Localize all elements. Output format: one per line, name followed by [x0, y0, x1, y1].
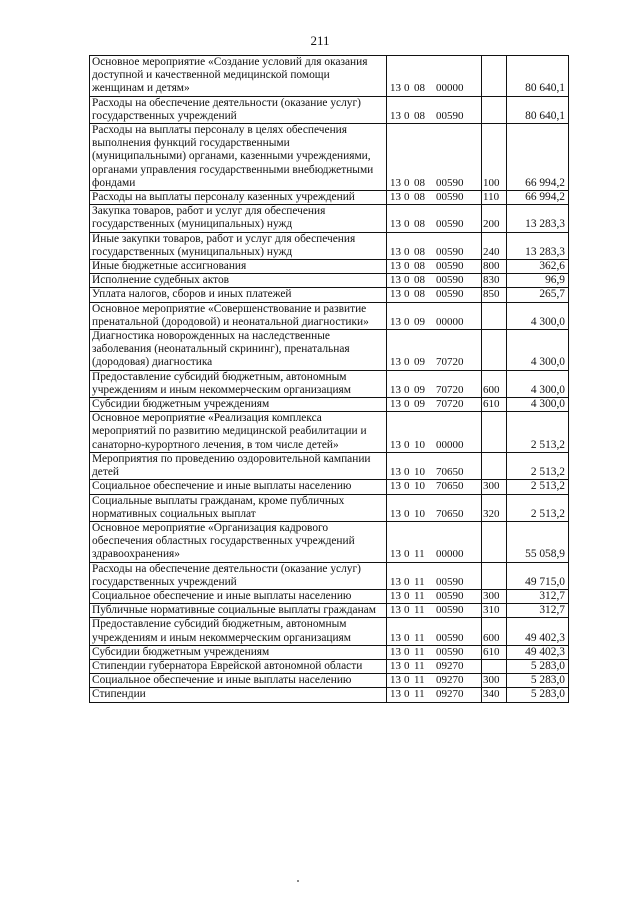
code-part: 70650	[436, 466, 464, 479]
code-part: 08	[414, 274, 425, 287]
code-part: 13	[390, 176, 401, 189]
code-part: 09	[414, 356, 425, 369]
expense-type-code: 850	[482, 288, 507, 302]
table-row	[90, 274, 569, 288]
code-part: 13	[390, 191, 401, 204]
code-part: 0	[404, 398, 410, 411]
table-row	[90, 589, 569, 603]
expense-type-code: 100	[482, 124, 507, 191]
expense-item-name: Уплата налогов, сборов и иных платежей	[90, 288, 387, 302]
code-part: 13	[390, 398, 401, 411]
table-row	[90, 618, 569, 645]
table-row	[90, 562, 569, 589]
code-part: 13	[390, 659, 401, 672]
code-part: 09270	[436, 659, 464, 672]
table-row	[90, 659, 569, 673]
code-part: 13	[390, 507, 401, 520]
code-part: 00000	[436, 438, 464, 451]
code-part: 13	[390, 631, 401, 644]
code-part: 09	[414, 315, 425, 328]
code-part: 08	[414, 191, 425, 204]
code-part: 11	[414, 631, 425, 644]
expense-item-name: Основное мероприятие «Организация кадрового обеспечения областных государственных учреждений здравоохранения»	[90, 521, 387, 562]
table-body	[90, 56, 569, 703]
expense-type-code: 610	[482, 398, 507, 412]
code-part: 13	[390, 82, 401, 95]
code-part: 0	[404, 674, 410, 687]
code-part: 13	[390, 315, 401, 328]
code-part: 13	[390, 218, 401, 231]
page-number: 211	[310, 33, 330, 48]
target-article-code	[387, 205, 482, 232]
expense-item-name: Расходы на выплаты персоналу в целях обеспечения выполнения функций государственными (муниципальными) органами, казенными учреждениями, органами управления государственными внебюджетными фондами	[90, 124, 387, 191]
expense-item-name: Иные закупки товаров, работ и услуг для обеспечения государственных (муниципальных) нужд	[90, 232, 387, 259]
code-part: 0	[404, 688, 410, 701]
expense-type-code: 240	[482, 232, 507, 259]
amount-value: 13 283,3	[507, 205, 569, 232]
code-part: 0	[404, 356, 410, 369]
expense-item-name: Предоставление субсидий бюджетным, автономным учреждениям и иным некоммерческим организациям	[90, 370, 387, 397]
target-article-code	[387, 96, 482, 123]
expense-type-code: 110	[482, 191, 507, 205]
expense-item-name: Социальное обеспечение и иные выплаты населению	[90, 589, 387, 603]
target-article-code	[387, 412, 482, 453]
expense-type-code: 300	[482, 589, 507, 603]
code-part: 13	[390, 480, 401, 493]
expense-item-name: Расходы на обеспечение деятельности (оказание услуг) государственных учреждений	[90, 562, 387, 589]
amount-value: 2 513,2	[507, 480, 569, 494]
code-part: 0	[404, 659, 410, 672]
expense-item-name: Основное мероприятие «Реализация комплекса мероприятий по развитию медицинской реабилитации и санаторно-курортного лечения, в том числе детей»	[90, 412, 387, 453]
code-part: 13	[390, 383, 401, 396]
expense-type-code	[482, 412, 507, 453]
table-row	[90, 370, 569, 397]
code-part: 11	[414, 688, 425, 701]
expense-item-name: Основное мероприятие «Совершенствование и развитие пренатальной (дородовой) и неонатальной диагностики»	[90, 302, 387, 329]
code-part: 10	[414, 466, 425, 479]
expense-type-code: 800	[482, 260, 507, 274]
code-part: 00590	[436, 109, 464, 122]
target-article-code	[387, 589, 482, 603]
expense-type-code: 600	[482, 370, 507, 397]
code-part: 0	[404, 548, 410, 561]
code-part: 08	[414, 288, 425, 301]
code-part: 13	[390, 274, 401, 287]
table-row	[90, 412, 569, 453]
code-part: 13	[390, 589, 401, 602]
code-part: 09270	[436, 674, 464, 687]
amount-value: 49 402,3	[507, 618, 569, 645]
code-part: 00590	[436, 575, 464, 588]
target-article-code	[387, 659, 482, 673]
amount-value: 2 513,2	[507, 494, 569, 521]
code-part: 11	[414, 548, 425, 561]
code-part: 08	[414, 218, 425, 231]
code-part: 11	[414, 645, 425, 658]
code-part: 10	[414, 438, 425, 451]
code-part: 08	[414, 260, 425, 273]
target-article-code	[387, 604, 482, 618]
code-part: 08	[414, 176, 425, 189]
code-part: 0	[404, 604, 410, 617]
amount-value: 66 994,2	[507, 124, 569, 191]
code-part: 11	[414, 674, 425, 687]
code-part: 11	[414, 589, 425, 602]
expense-item-name: Расходы на обеспечение деятельности (оказание услуг) государственных учреждений	[90, 96, 387, 123]
expense-item-name: Социальное обеспечение и иные выплаты населению	[90, 480, 387, 494]
expense-item-name: Расходы на выплаты персоналу казенных учреждений	[90, 191, 387, 205]
code-part: 00590	[436, 260, 464, 273]
code-part: 70650	[436, 480, 464, 493]
amount-value: 49 715,0	[507, 562, 569, 589]
amount-value: 312,7	[507, 604, 569, 618]
target-article-code	[387, 494, 482, 521]
expense-type-code	[482, 452, 507, 479]
expense-item-name: Диагностика новорожденных на наследственные заболевания (неонатальный скрининг), пренатальная (дородовая) диагностика	[90, 330, 387, 371]
target-article-code	[387, 688, 482, 702]
table-row	[90, 674, 569, 688]
code-part: 08	[414, 82, 425, 95]
code-part: 0	[404, 480, 410, 493]
code-part: 13	[390, 438, 401, 451]
code-part: 0	[404, 218, 410, 231]
code-part: 13	[390, 260, 401, 273]
code-part: 0	[404, 631, 410, 644]
code-part: 00590	[436, 604, 464, 617]
code-part: 13	[390, 674, 401, 687]
code-part: 0	[404, 245, 410, 258]
target-article-code	[387, 674, 482, 688]
amount-value: 362,6	[507, 260, 569, 274]
table-row	[90, 480, 569, 494]
target-article-code	[387, 618, 482, 645]
table-row	[90, 521, 569, 562]
amount-value: 96,9	[507, 274, 569, 288]
table-row	[90, 645, 569, 659]
code-part: 13	[390, 688, 401, 701]
code-part: 0	[404, 82, 410, 95]
amount-value: 2 513,2	[507, 452, 569, 479]
target-article-code	[387, 274, 482, 288]
expense-item-name: Социальное обеспечение и иные выплаты населению	[90, 674, 387, 688]
expense-type-code	[482, 562, 507, 589]
amount-value: 4 300,0	[507, 302, 569, 329]
target-article-code	[387, 452, 482, 479]
table-row	[90, 232, 569, 259]
table-row	[90, 688, 569, 702]
expense-type-code	[482, 659, 507, 673]
expense-type-code	[482, 302, 507, 329]
code-part: 11	[414, 659, 425, 672]
target-article-code	[387, 124, 482, 191]
table-row	[90, 288, 569, 302]
code-part: 10	[414, 507, 425, 520]
code-part: 70720	[436, 398, 464, 411]
code-part: 00590	[436, 191, 464, 204]
code-part: 13	[390, 356, 401, 369]
target-article-code	[387, 562, 482, 589]
code-part: 0	[404, 274, 410, 287]
code-part: 00590	[436, 274, 464, 287]
expense-item-name: Мероприятия по проведению оздоровительной кампании детей	[90, 452, 387, 479]
amount-value: 312,7	[507, 589, 569, 603]
scan-speck	[297, 880, 299, 882]
code-part: 13	[390, 575, 401, 588]
table-row	[90, 124, 569, 191]
expense-type-code: 320	[482, 494, 507, 521]
expense-item-name: Социальные выплаты гражданам, кроме публичных нормативных социальных выплат	[90, 494, 387, 521]
code-part: 09	[414, 398, 425, 411]
table-row	[90, 56, 569, 97]
target-article-code	[387, 191, 482, 205]
code-part: 0	[404, 191, 410, 204]
amount-value: 49 402,3	[507, 645, 569, 659]
expense-item-name: Стипендии	[90, 688, 387, 702]
code-part: 08	[414, 245, 425, 258]
code-part: 13	[390, 109, 401, 122]
code-part: 0	[404, 383, 410, 396]
code-part: 0	[404, 315, 410, 328]
code-part: 13	[390, 645, 401, 658]
code-part: 00590	[436, 218, 464, 231]
code-part: 0	[404, 645, 410, 658]
code-part: 00590	[436, 176, 464, 189]
target-article-code	[387, 260, 482, 274]
code-part: 0	[404, 176, 410, 189]
code-part: 13	[390, 288, 401, 301]
amount-value: 5 283,0	[507, 688, 569, 702]
table-row	[90, 302, 569, 329]
amount-value: 4 300,0	[507, 398, 569, 412]
table-row	[90, 398, 569, 412]
expense-item-name: Основное мероприятие «Создание условий для оказания доступной и качественной медицинской помощи женщинам и детям»	[90, 56, 387, 97]
target-article-code	[387, 398, 482, 412]
budget-table	[89, 55, 569, 703]
code-part: 13	[390, 466, 401, 479]
expense-type-code	[482, 96, 507, 123]
expense-type-code: 600	[482, 618, 507, 645]
amount-value: 2 513,2	[507, 412, 569, 453]
code-part: 00590	[436, 288, 464, 301]
table-row	[90, 191, 569, 205]
expense-type-code	[482, 56, 507, 97]
expense-item-name: Предоставление субсидий бюджетным, автономным учреждениям и иным некоммерческим организациям	[90, 618, 387, 645]
amount-value: 66 994,2	[507, 191, 569, 205]
expense-item-name: Субсидии бюджетным учреждениям	[90, 645, 387, 659]
code-part: 00000	[436, 548, 464, 561]
code-part: 70720	[436, 356, 464, 369]
table-row	[90, 205, 569, 232]
expense-type-code: 300	[482, 480, 507, 494]
amount-value: 265,7	[507, 288, 569, 302]
code-part: 70720	[436, 383, 464, 396]
code-part: 11	[414, 604, 425, 617]
expense-item-name: Стипендии губернатора Еврейской автономной области	[90, 659, 387, 673]
target-article-code	[387, 521, 482, 562]
code-part: 09270	[436, 688, 464, 701]
expense-type-code: 830	[482, 274, 507, 288]
amount-value: 4 300,0	[507, 330, 569, 371]
target-article-code	[387, 56, 482, 97]
expense-type-code: 200	[482, 205, 507, 232]
expense-type-code: 310	[482, 604, 507, 618]
target-article-code	[387, 288, 482, 302]
expense-item-name: Публичные нормативные социальные выплаты гражданам	[90, 604, 387, 618]
target-article-code	[387, 480, 482, 494]
amount-value: 80 640,1	[507, 96, 569, 123]
code-part: 0	[404, 260, 410, 273]
code-part: 0	[404, 507, 410, 520]
code-part: 0	[404, 109, 410, 122]
amount-value: 4 300,0	[507, 370, 569, 397]
code-part: 09	[414, 383, 425, 396]
target-article-code	[387, 370, 482, 397]
expense-type-code	[482, 521, 507, 562]
expense-type-code: 340	[482, 688, 507, 702]
table-row	[90, 96, 569, 123]
code-part: 13	[390, 604, 401, 617]
expense-type-code: 610	[482, 645, 507, 659]
code-part: 13	[390, 245, 401, 258]
code-part: 00000	[436, 82, 464, 95]
expense-type-code: 300	[482, 674, 507, 688]
code-part: 00000	[436, 315, 464, 328]
expense-item-name: Субсидии бюджетным учреждениям	[90, 398, 387, 412]
code-part: 0	[404, 589, 410, 602]
amount-value: 13 283,3	[507, 232, 569, 259]
code-part: 10	[414, 480, 425, 493]
amount-value: 55 058,9	[507, 521, 569, 562]
expense-item-name: Иные бюджетные ассигнования	[90, 260, 387, 274]
code-part: 00590	[436, 645, 464, 658]
code-part: 00590	[436, 631, 464, 644]
target-article-code	[387, 645, 482, 659]
code-part: 13	[390, 548, 401, 561]
code-part: 0	[404, 466, 410, 479]
target-article-code	[387, 232, 482, 259]
code-part: 70650	[436, 507, 464, 520]
code-part: 0	[404, 575, 410, 588]
amount-value: 5 283,0	[507, 674, 569, 688]
code-part: 11	[414, 575, 425, 588]
code-part: 08	[414, 109, 425, 122]
table-row	[90, 452, 569, 479]
amount-value: 80 640,1	[507, 56, 569, 97]
expense-item-name: Исполнение судебных актов	[90, 274, 387, 288]
table-row	[90, 494, 569, 521]
code-part: 00590	[436, 245, 464, 258]
target-article-code	[387, 302, 482, 329]
expense-item-name: Закупка товаров, работ и услуг для обеспечения государственных (муниципальных) нужд	[90, 205, 387, 232]
code-part: 00590	[436, 589, 464, 602]
table-row	[90, 330, 569, 371]
code-part: 0	[404, 288, 410, 301]
table-row	[90, 604, 569, 618]
table-row	[90, 260, 569, 274]
code-part: 0	[404, 438, 410, 451]
amount-value: 5 283,0	[507, 659, 569, 673]
target-article-code	[387, 330, 482, 371]
expense-type-code	[482, 330, 507, 371]
